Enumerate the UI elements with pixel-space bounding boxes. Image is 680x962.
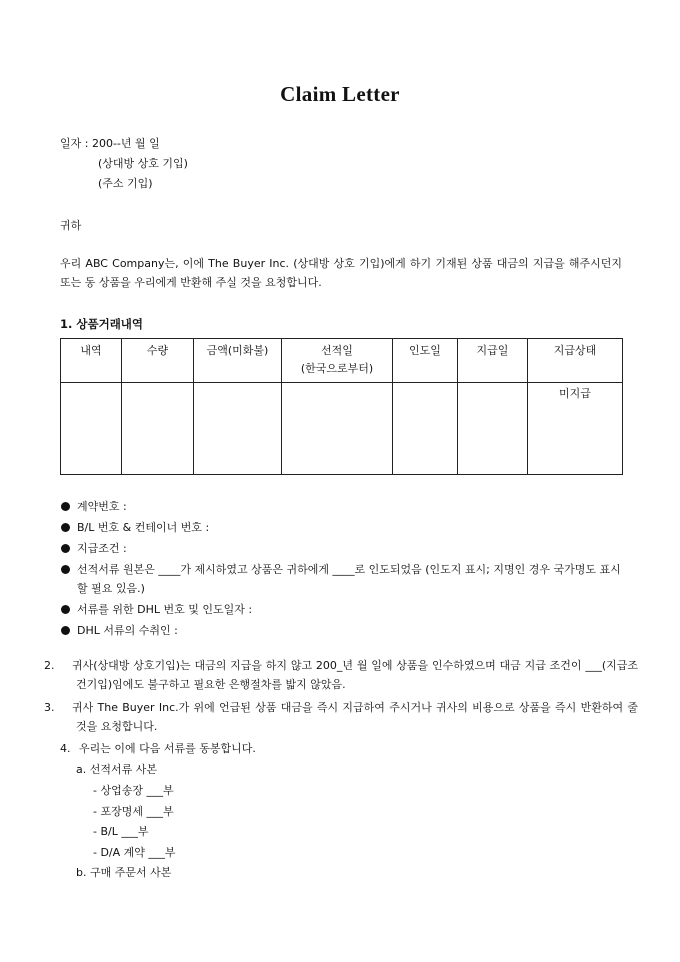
table-header-cell: 지급일 bbox=[458, 339, 528, 383]
list-item bbox=[60, 538, 622, 559]
bullet-text: 선적서류 원본은 ____가 제시하였고 상품은 귀하에게 ____로 인도되었음 (인도지 표시; 지명인 경우 국가명도 표시할 필요 있음.) bbox=[77, 563, 621, 595]
date-line: 일자 : 200--년 월 일 bbox=[60, 137, 160, 150]
transaction-table bbox=[60, 338, 623, 475]
list-item bbox=[60, 620, 622, 641]
recipient-company: (상대방 상호 기입) bbox=[98, 157, 188, 170]
table-cell bbox=[282, 383, 393, 475]
enclosure-item: - 포장명세 ___부 bbox=[93, 805, 174, 818]
table-header-cell: 금액(미화불) bbox=[194, 339, 282, 383]
enclosure-a-label: a. 선적서류 사본 bbox=[76, 763, 157, 776]
bullet-icon bbox=[61, 544, 70, 553]
bullet-icon bbox=[61, 605, 70, 614]
table-row bbox=[61, 383, 623, 475]
bullet-text: B/L 번호 & 컨테이너 번호 : bbox=[77, 521, 210, 534]
section-title-transactions: 1. 상품거래내역 bbox=[60, 317, 144, 331]
salutation: 귀하 bbox=[60, 219, 82, 232]
bullet-text: 서류를 위한 DHL 번호 및 인도일자 : bbox=[77, 603, 253, 616]
item-number: 2. bbox=[44, 659, 55, 672]
item-number: 4. bbox=[60, 742, 71, 755]
list-item bbox=[60, 559, 622, 599]
enclosure-item: - 상업송장 ___부 bbox=[93, 784, 174, 797]
bullet-text: 지급조건 : bbox=[77, 542, 127, 555]
table-cell bbox=[194, 383, 282, 475]
table-cell bbox=[393, 383, 458, 475]
list-item bbox=[60, 599, 622, 620]
bullet-icon bbox=[61, 626, 70, 635]
numbered-item-3 bbox=[44, 698, 638, 736]
table-cell-payment-status: 미지급 bbox=[528, 383, 623, 475]
list-item bbox=[60, 496, 622, 517]
table-header-cell: 지급상태 bbox=[528, 339, 623, 383]
item-text: 우리는 이에 다음 서류를 동봉합니다. bbox=[79, 742, 256, 755]
bullet-icon bbox=[61, 523, 70, 532]
table-header-cell: 수량 bbox=[122, 339, 194, 383]
intro-paragraph: 우리 ABC Company는, 이에 The Buyer Inc. (상대방 상호 기입)에게 하기 기재된 상품 대금의 지급을 해주시던지 또는 동 상품을 우리에게 반환해 주실 것을 요청합니다. bbox=[60, 257, 622, 289]
bullet-icon bbox=[61, 502, 70, 511]
table-header-cell: 인도일 bbox=[393, 339, 458, 383]
recipient-address: (주소 기입) bbox=[98, 177, 153, 190]
list-item bbox=[60, 517, 622, 538]
bullet-list bbox=[60, 496, 622, 641]
document-title: Claim Letter bbox=[280, 82, 400, 106]
bullet-icon bbox=[61, 565, 70, 574]
bullet-text: 계약번호 : bbox=[77, 500, 127, 513]
table-header-cell: 선적일 (한국으로부터) bbox=[282, 339, 393, 383]
item-text: 귀사(상대방 상호기입)는 대금의 지급을 하지 않고 200_년 월 일에 상품을 인수하였으며 대금 지급 조건이 ___(지급조건기입)임에도 불구하고 필요한 은행절차를 밟지 않았음. bbox=[72, 659, 638, 691]
enclosure-b-label: b. 구매 주문서 사본 bbox=[76, 866, 172, 879]
table-header-cell: 내역 bbox=[61, 339, 122, 383]
bullet-text: DHL 서류의 수취인 : bbox=[77, 624, 178, 637]
table-cell bbox=[458, 383, 528, 475]
numbered-item-2 bbox=[44, 656, 638, 694]
table-cell bbox=[61, 383, 122, 475]
enclosure-item: - B/L ___부 bbox=[93, 825, 149, 838]
numbered-item-4 bbox=[60, 739, 622, 758]
enclosure-item: - D/A 계약 ___부 bbox=[93, 846, 176, 859]
item-text: 귀사 The Buyer Inc.가 위에 언급된 상품 대금을 즉시 지급하여 주시거나 귀사의 비용으로 상품을 즉시 반환하여 줄 것을 요청합니다. bbox=[72, 701, 638, 733]
table-cell bbox=[122, 383, 194, 475]
item-number: 3. bbox=[44, 701, 55, 714]
table-header-row bbox=[61, 339, 623, 383]
